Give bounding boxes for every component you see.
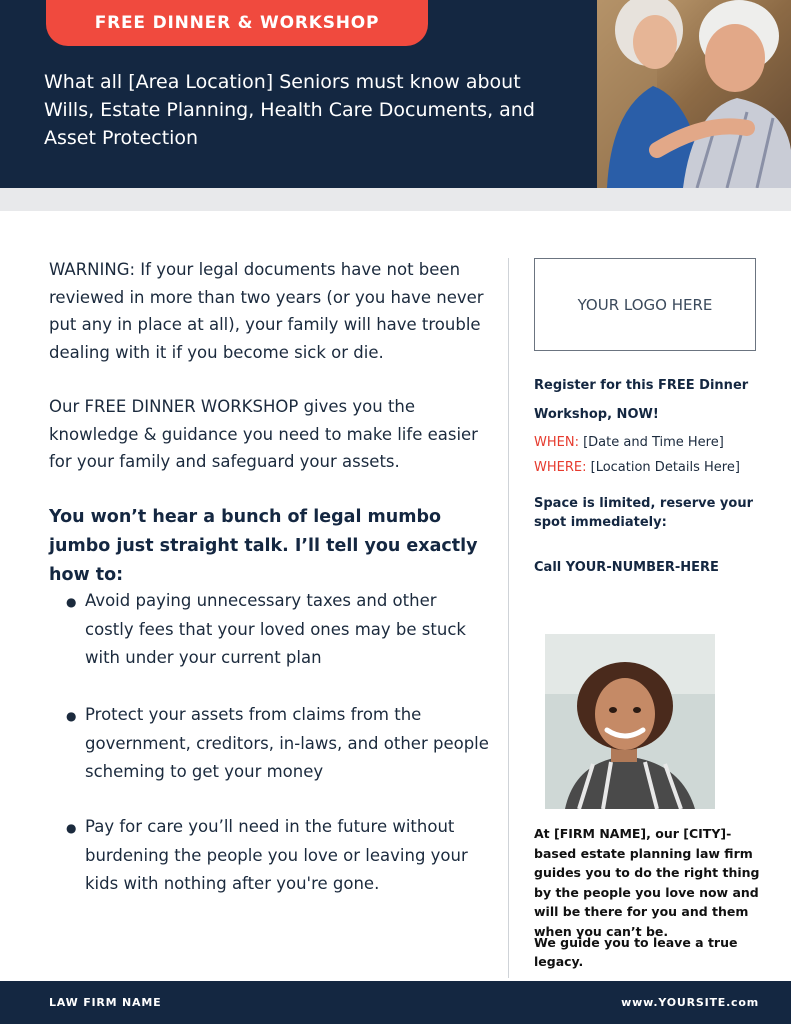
register-heading: Register for this FREE Dinner Workshop, NOW! [534,378,749,422]
footer-website-link[interactable]: www.YOURSITE.com [621,996,759,1009]
seniors-couple-photo [597,0,791,188]
event-when [534,430,764,455]
footer-firm-name: LAW FIRM NAME [49,996,162,1009]
call-to-action[interactable]: Call YOUR-NUMBER-HERE [534,560,719,575]
list-item-text: Avoid paying unnecessary taxes and other costly fees that your loved ones may be stuck with under your current plan [85,591,466,667]
intro-paragraph: Our FREE DINNER WORKSHOP gives you the knowledge & guidance you need to make life easier for your family and safeguard your assets. [49,397,478,471]
space-limited-note: Space is limited, reserve your spot immediately: [534,496,754,530]
when-value: [Date and Time Here] [578,435,724,450]
event-where [534,455,764,480]
bullet-dot-icon: ● [66,821,77,835]
logo-placeholder: YOUR LOGO HERE [534,258,756,351]
header-divider-band [0,188,791,211]
when-label: WHEN: [534,435,579,450]
bullet-dot-icon: ● [66,709,77,723]
legacy-tagline: We guide you to leave a true legacy. [534,935,738,969]
warning-paragraph: WARNING: If your legal documents have not been reviewed in more than two years (or you have never put any in place at all), your family will have trouble dealing with it if you become sick or die. [49,260,484,362]
header-banner [0,0,791,188]
list-item-text: Pay for care you’ll need in the future without burdening the people you love or leaving your kids with nothing after you're gone. [85,817,468,893]
where-label: WHERE: [534,460,587,475]
headline: What all [Area Location] Seniors must know about Wills, Estate Planning, Health Care Documents, and Asset Protection [44,71,535,149]
list-item-text: Protect your assets from claims from the government, creditors, in-laws, and other people scheming to get your money [85,705,489,781]
lead-statement: You won’t hear a bunch of legal mumbo jumbo just straight talk. I’ll tell you exactly how to: [49,507,478,585]
bullet-dot-icon: ● [66,595,77,609]
firm-description: At [FIRM NAME], our [CITY]-based estate planning law firm guides you to do the right thing by the people you love now and will be there for you and them when you can’t be. [534,826,760,939]
attorney-portrait-photo [545,634,715,809]
where-value: [Location Details Here] [586,460,740,475]
column-divider [508,258,509,978]
event-badge: FREE DINNER & WORKSHOP [46,0,428,46]
footer-bar [0,981,791,1024]
